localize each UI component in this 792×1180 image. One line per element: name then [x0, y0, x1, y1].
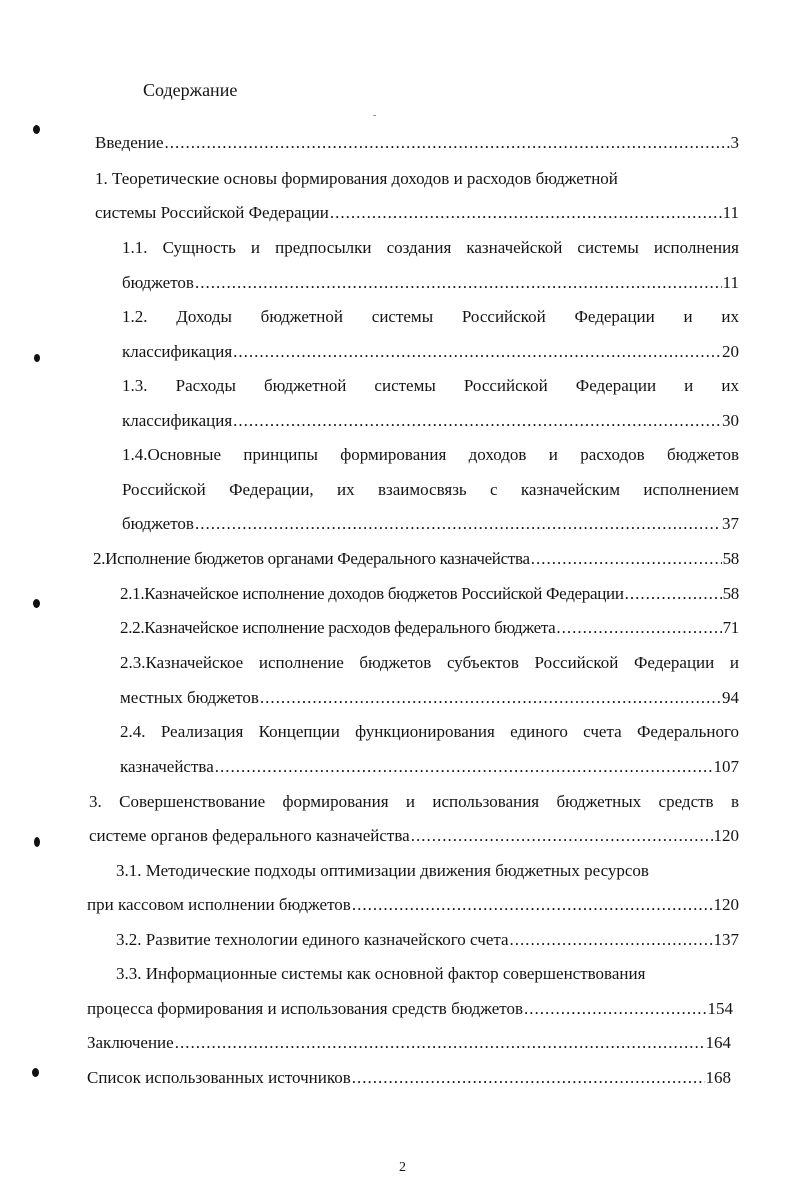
- page-number: 2: [399, 1160, 406, 1175]
- toc-entry-2-4-cont: казначейства ..... 107: [120, 757, 739, 777]
- toc-entry-1-4-cont: Российской Федерации, их взаимосвязь с казначейским исполнением: [122, 480, 739, 499]
- binder-hole-mark: [33, 599, 40, 608]
- toc-entry-1-1-cont: бюджетов ..... 11: [122, 273, 739, 293]
- toc-entry-chapter-2: 2.Исполнение бюджетов органами Федерального казначейства ..... 58: [93, 549, 739, 569]
- toc-entry-intro: Введение ..... 3: [95, 133, 739, 153]
- toc-entry-1-1: 1.1. Сущность и предпосылки создания казначейской системы исполнения: [122, 238, 739, 257]
- toc-entry-1-3-cont: классификация ..... 30: [122, 411, 739, 431]
- binder-hole-mark: [33, 125, 40, 134]
- toc-entry-3-1: 3.1. Методические подходы оптимизации движения бюджетных ресурсов: [116, 861, 649, 880]
- toc-entry-conclusion: Заключение ..... 164: [87, 1033, 731, 1053]
- toc-entry-chapter-3: 3. Совершенствование формирования и использования бюджетных средств в: [89, 792, 739, 811]
- toc-entry-3-3: 3.3. Информационные системы как основной фактор совершенствования: [116, 964, 646, 983]
- binder-hole-mark: [34, 354, 40, 362]
- binder-hole-mark: [32, 1068, 39, 1077]
- toc-entry-3-3-cont: процесса формирования и использования средств бюджетов ..... 154: [87, 999, 733, 1019]
- toc-entry-3-2: 3.2. Развитие технологии единого казначейского счета ..... 137: [116, 930, 739, 950]
- binder-hole-mark: [34, 837, 40, 847]
- toc-entry-1-4-cont2: бюджетов ..... 37: [122, 514, 739, 534]
- toc-entry-2-3-cont: местных бюджетов ..... 94: [120, 688, 739, 708]
- toc-entry-2-1: 2.1.Казначейское исполнение доходов бюджетов Российской Федерации ..... 58: [120, 584, 739, 604]
- toc-entry-1-3: 1.3. Расходы бюджетной системы Российской Федерации и их: [122, 376, 739, 395]
- toc-entry-3-1-cont: при кассовом исполнении бюджетов ..... 120: [87, 895, 739, 915]
- toc-entry-1-2-cont: классификация ..... 20: [122, 342, 739, 362]
- toc-entry-chapter-3-cont: системе органов федерального казначейства ..... 120: [89, 826, 739, 846]
- toc-entry-1-4: 1.4.Основные принципы формирования доходов и расходов бюджетов: [122, 445, 739, 464]
- scan-artifact: [373, 115, 376, 116]
- toc-entry-chapter-1: 1. Теоретические основы формирования доходов и расходов бюджетной: [95, 169, 618, 188]
- toc-entry-2-4: 2.4. Реализация Концепции функционирования единого счета Федерального: [120, 722, 739, 741]
- toc-entry-references: Список использованных источников ..... 168: [87, 1068, 731, 1088]
- toc-entry-chapter-1-cont: системы Российской Федерации ..... 11: [95, 203, 739, 223]
- toc-entry-2-3: 2.3.Казначейское исполнение бюджетов субъектов Российской Федерации и: [120, 653, 739, 672]
- toc-entry-1-2: 1.2. Доходы бюджетной системы Российской Федерации и их: [122, 307, 739, 326]
- toc-entry-2-2: 2.2.Казначейское исполнение расходов федерального бюджета ..... 71: [120, 618, 739, 638]
- toc-title: Содержание: [143, 80, 238, 100]
